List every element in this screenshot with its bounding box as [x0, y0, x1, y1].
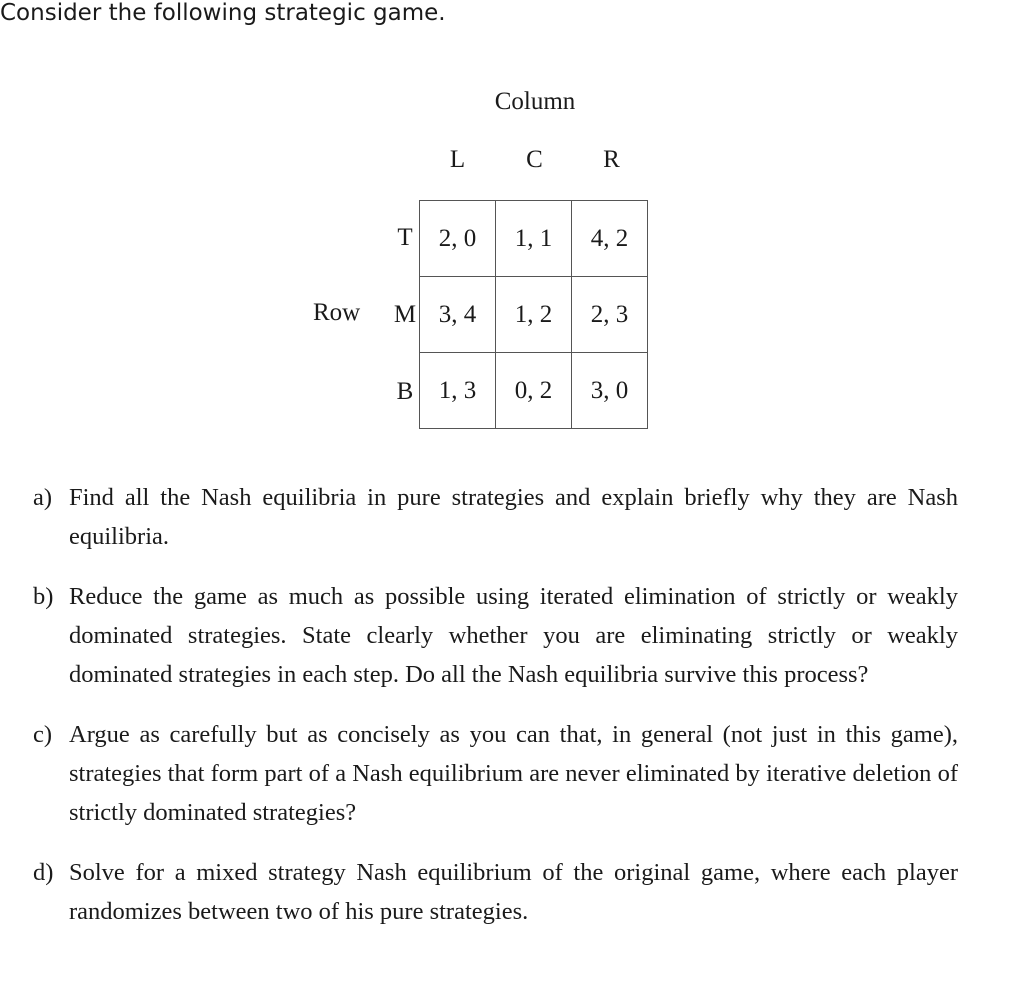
question-text: Solve for a mixed strategy Nash equilibrium of the original game, where each player randomizes between two of his pure strategies.	[69, 859, 958, 925]
question-letter: d)	[33, 859, 54, 886]
row-player-label: Row	[313, 299, 361, 326]
question-letter: b)	[33, 583, 54, 610]
payoff-cell-t-r: 4, 2	[572, 201, 648, 277]
payoff-cell-m-r: 2, 3	[572, 277, 648, 353]
question-list	[33, 478, 958, 952]
column-strategy-r: R	[603, 146, 620, 173]
payoff-cell-b-c: 0, 2	[496, 353, 572, 429]
payoff-cell-m-l: 3, 4	[420, 277, 496, 353]
payoff-matrix-figure	[0, 0, 1024, 450]
column-strategy-c: C	[526, 146, 543, 173]
row-strategy-b: B	[396, 378, 414, 405]
payoff-cell-m-c: 1, 2	[496, 277, 572, 353]
payoff-row-t	[420, 201, 648, 277]
question-letter: c)	[33, 721, 53, 748]
payoff-cell-b-r: 3, 0	[572, 353, 648, 429]
column-strategy-l: L	[449, 146, 466, 173]
question-text: Argue as carefully but as concisely as you can that, in general (not just in this game), strategies that form part of a Nash equilibrium are never eliminated by iterative deletion of strictly dominated strategies?	[69, 721, 958, 826]
row-strategy-m: M	[393, 301, 417, 328]
question-b	[33, 577, 958, 694]
column-player-label: Column	[494, 88, 576, 115]
payoff-cell-b-l: 1, 3	[420, 353, 496, 429]
question-text: Reduce the game as much as possible using iterated elimination of strictly or weakly dominated strategies. State clearly whether you are eliminating strictly or weakly dominated strategies in each step. Do all the Nash equilibria survive this process?	[69, 583, 958, 688]
payoff-row-m	[420, 277, 648, 353]
intro-text: Consider the following strategic game.	[0, 0, 446, 26]
payoff-row-b	[420, 353, 648, 429]
question-a	[33, 478, 958, 556]
row-strategy-t: T	[397, 224, 413, 251]
payoff-cell-t-l: 2, 0	[420, 201, 496, 277]
question-d	[33, 853, 958, 931]
question-c	[33, 715, 958, 832]
question-letter: a)	[33, 484, 53, 511]
payoff-table	[419, 200, 648, 429]
payoff-cell-t-c: 1, 1	[496, 201, 572, 277]
question-text: Find all the Nash equilibria in pure strategies and explain briefly why they are Nash equilibria.	[69, 484, 958, 550]
